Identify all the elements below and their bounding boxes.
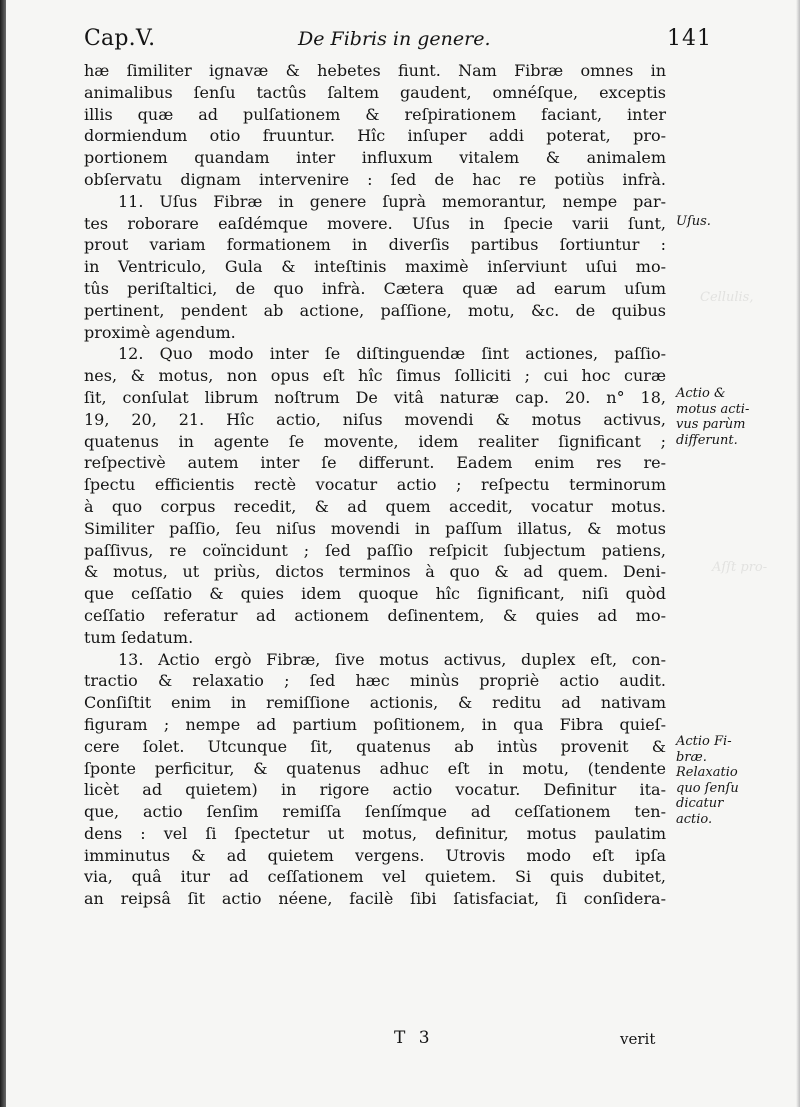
text-line: quatenus in agente ſe movente, idem realiter ſignificant ; bbox=[84, 431, 666, 451]
text-line: que, actio ſenſim remiſſa ſenſímque ad ceſſationem ten- bbox=[84, 802, 666, 822]
text-line: prout variam formationem in diverſis partibus ſortiuntur : bbox=[84, 235, 666, 255]
text-line: figuram ; nempe ad partium poſitionem, in qua Fibra quieſ- bbox=[84, 714, 666, 734]
text-line: tum ſedatum. bbox=[84, 627, 194, 647]
margin-note-actio-fibrae bbox=[676, 734, 776, 827]
margin-note-actio-motus bbox=[676, 386, 776, 448]
page-number: 141 bbox=[667, 26, 712, 51]
paragraph-start-line: 12. Quo modo inter ſe diſtinguendæ ſint actiones, paſſio- bbox=[118, 344, 666, 364]
text-line: pertinent, pendent ab actione, paſſione, motu, &c. de quibus bbox=[84, 300, 666, 320]
paragraph-start-line: 11. Uſus Fibræ in genere ſuprà memorantur, nempe par- bbox=[118, 191, 666, 211]
text-line: que ceſſatio & quies idem quoque hîc ſignificant, niſi quòd bbox=[84, 584, 666, 604]
margin-note-line: differunt. bbox=[676, 432, 738, 448]
margin-note-line: Relaxatio bbox=[676, 765, 738, 780]
bleed-through-text: Aſſt pro- bbox=[712, 560, 768, 575]
chapter-label: Cap.V. bbox=[84, 26, 156, 51]
text-line: tractio & relaxatio ; ſed hæc minùs propriè actio audit. bbox=[84, 671, 666, 691]
margin-note-line: Actio Fi- bbox=[676, 734, 732, 749]
margin-note-line: bræ. bbox=[676, 749, 707, 765]
text-line: & motus, ut priùs, dictos terminos à quo & ad quem. Deni- bbox=[84, 562, 666, 582]
text-line: via, quâ itur ad ceſſationem vel quietem. Si quis dubitet, bbox=[84, 867, 666, 887]
text-line: à quo corpus recedit, & ad quem accedit, vocatur motus. bbox=[84, 496, 666, 516]
margin-note-usus bbox=[676, 214, 776, 230]
running-header bbox=[84, 24, 712, 56]
text-line: ſit, conſulat librum noſtrum De vitâ naturæ cap. 20. n° 18, bbox=[84, 387, 666, 407]
text-line: reſpectivè autem inter ſe differunt. Eadem enim res re- bbox=[84, 453, 666, 473]
margin-note-line: actio. bbox=[676, 811, 713, 827]
text-line: Conſiſtit enim in remiſſione actionis, & reditu ad nativam bbox=[84, 693, 666, 713]
text-line: an reipsâ ſit actio néene, facilè ſibi ſatisfaciat, ſi conſidera- bbox=[84, 889, 666, 909]
catchword: verit bbox=[620, 1030, 656, 1048]
text-line: tes roborare eaſdémque movere. Uſus in ſpecie varii ſunt, bbox=[84, 213, 666, 233]
text-line: animalibus ſenſu tactûs ſaltem gaudent, omnéſque, exceptis bbox=[84, 82, 666, 102]
paragraph-start-line: 13. Actio ergò Fibræ, ſive motus activus, duplex eſt, con- bbox=[118, 649, 666, 669]
text-line: Similiter paſſio, ſeu niſus movendi in paſſum illatus, & motus bbox=[84, 518, 666, 538]
margin-note-line: vus parùm bbox=[676, 417, 746, 432]
text-line: ſpectu efficientis rectè vocatur actio ; reſpectu terminorum bbox=[84, 475, 666, 495]
running-title: De Fibris in genere. bbox=[298, 28, 491, 50]
text-line: ceſſatio referatur ad actionem deſinentem, & quies ad mo- bbox=[84, 605, 666, 625]
text-line: nes, & motus, non opus eſt hîc ſimus ſolliciti ; cui hoc curæ bbox=[84, 366, 666, 386]
text-line: paſſivus, re coïncidunt ; ſed paſſio reſpicit ſubjectum patiens, bbox=[84, 540, 666, 560]
margin-note-line: dicatur bbox=[676, 796, 724, 811]
signature-mark: T 3 bbox=[394, 1028, 434, 1048]
text-line: in Ventriculo, Gula & inteſtinis maximè inſerviunt uſui mo- bbox=[84, 257, 666, 277]
text-line: dormiendum otio fruuntur. Hîc inſuper addi poterat, pro- bbox=[84, 126, 666, 146]
text-line: cere ſolet. Utcunque ſit, quatenus ab intùs provenit & bbox=[84, 736, 666, 756]
text-line: dens : vel ſi ſpectetur ut motus, definitur, motus paulatim bbox=[84, 823, 666, 843]
text-line: 19, 20, 21. Hîc actio, niſus movendi & motus activus, bbox=[84, 409, 666, 429]
text-line: portionem quandam inter influxum vitalem & animalem bbox=[84, 148, 666, 168]
margin-note-line: quo ſenſu bbox=[676, 780, 739, 796]
margin-note-line: Uſus. bbox=[676, 214, 711, 229]
text-line: ſponte perficitur, & quatenus adhuc eſt in motu, (tendente bbox=[84, 758, 666, 778]
bleed-through-text: Cellulis, bbox=[700, 290, 754, 305]
margin-note-line: Actio & bbox=[676, 386, 726, 401]
text-line: licèt ad quietem) in rigore actio vocatur. Definitur ita- bbox=[84, 780, 666, 800]
text-line: obſervatu dignam intervenire : ſed de hac re potiùs infrà. bbox=[84, 169, 666, 189]
body-text bbox=[84, 60, 666, 910]
margin-note-line: motus acti- bbox=[676, 401, 750, 417]
text-line: illis quæ ad pulſationem & reſpirationem faciant, inter bbox=[84, 104, 666, 124]
text-line: imminutus & ad quietem vergens. Utrovis modo eſt ipſa bbox=[84, 845, 666, 865]
text-line: proximè agendum. bbox=[84, 322, 236, 342]
text-line: hæ ſimiliter ignavæ & hebetes fiunt. Nam Fibræ omnes in bbox=[84, 61, 666, 80]
text-line: tûs periſtaltici, de quo infrà. Cætera quæ ad earum uſum bbox=[84, 278, 666, 298]
